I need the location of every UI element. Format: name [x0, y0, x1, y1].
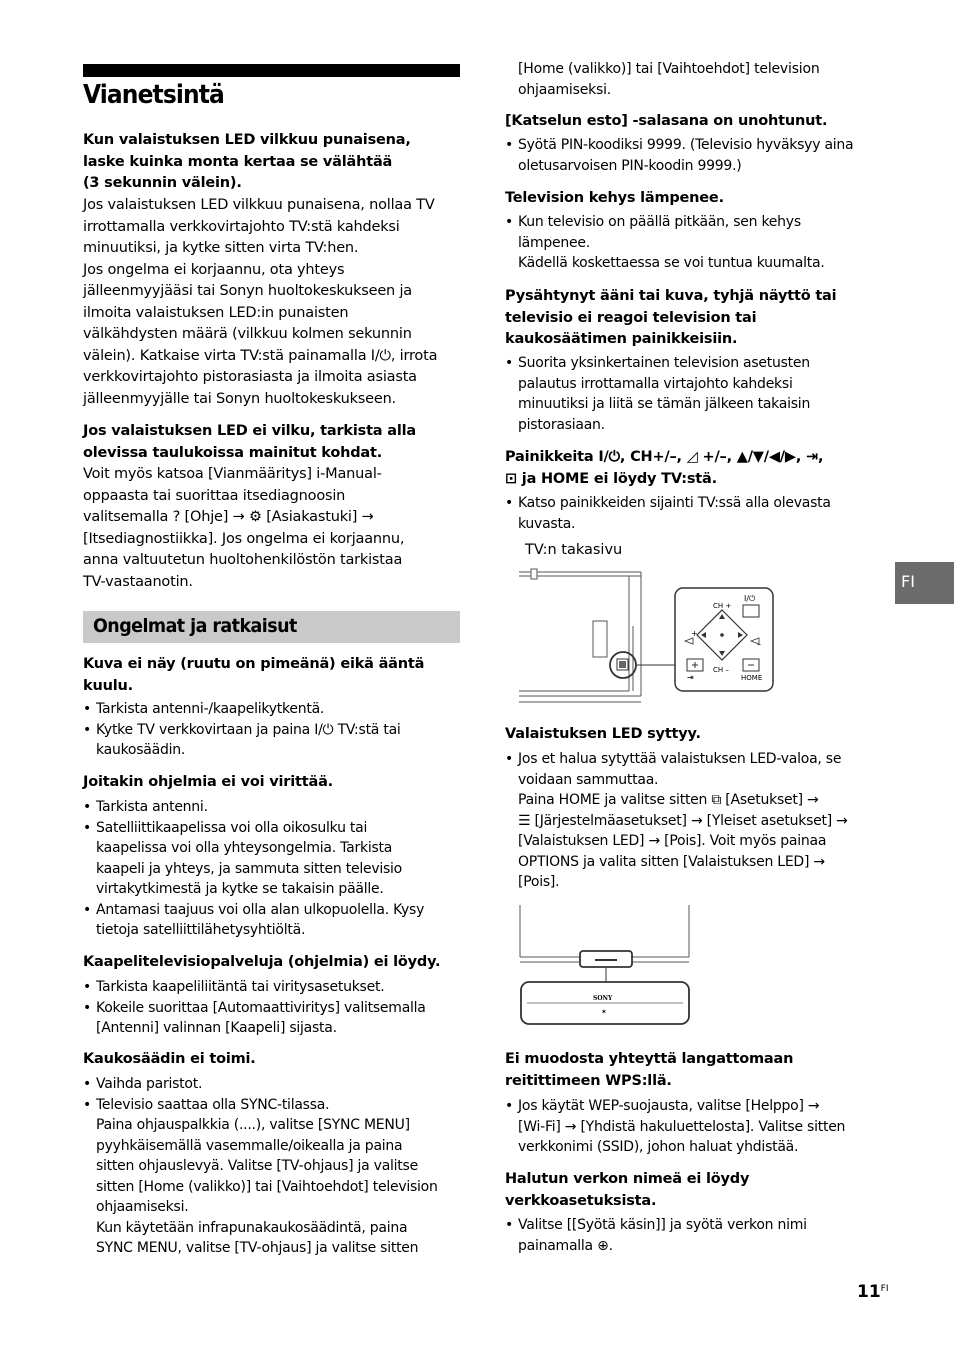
heading-parental-pin: [Katselun esto] -salasana on unohtunut. [505, 113, 828, 129]
title-rule [83, 64, 460, 77]
ch-minus-label: CH – [713, 666, 729, 674]
tv-front-led-figure [515, 902, 695, 1028]
heading-led-blinking: Kun valaistuksen LED vilkkuu punaisena, laske kuinka monta kertaa se välähtää (3 sekunnin välein). [83, 132, 411, 191]
list-item: • Jos et halua sytyttää valaistuksen LED-valoa, se voidaan sammuttaa. Paina HOME ja valitse sitten ⧉ [Asetukset] → ☰ [Järjestelmäasetukset] → [Yleiset asetukset] → [Valaistuksen LED] → [Pois]. Voit myös painaa OPTIONS ja valita sitten [Valaistuksen LED] → [Pois]. [505, 749, 885, 893]
heading-wps: Ei muodosta yhteyttä langattomaan reitittimeen WPS:llä. [505, 1051, 794, 1089]
list-frozen [505, 353, 885, 435]
svg-text:⇥: ⇥ [687, 673, 694, 682]
section-title-bar [83, 611, 460, 643]
paragraph-led-not-blinking: Voit myös katsoa [Vianmääritys] i-Manual- oppaasta tai suorittaa itsediagnoosin valitsemalla ? [Ohje] → ⚙ [Asiakastuki] → [Itsediagnostiikka]. Jos ongelma ei korjaannu, anna valtuutetun huoltohenkilöstön tarkistaa TV-vastaanotin. [83, 466, 405, 590]
heading-remote-not-working: Kaukosäädin ei toimi. [83, 1051, 256, 1067]
list-item: • Kokeile suorittaa [Automaattiviritys] valitsemalla [Antenni] valinnan [Kaapeli] sijasta. [83, 998, 463, 1039]
language-tab [895, 562, 954, 604]
heading-cannot-tune: Joitakin ohjelmia ei voi virittää. [83, 774, 333, 790]
list-item: • Kytke TV verkkovirtaan ja paina I/⏻ TV:stä tai kaukosäädin. [83, 720, 463, 761]
list-buttons-not-found [505, 493, 885, 534]
list-remote-not-working [83, 1074, 463, 1259]
list-item: • Valitse [[Syötä käsin]] ja syötä verkon nimi painamalla ⊕. [505, 1215, 885, 1256]
section-title: Ongelmat ja ratkaisut [93, 615, 297, 637]
list-item: • Suorita yksinkertainen television asetusten palautus irrottamalla virtajohto kahdeksi minuutiksi ja liitä se tämän jälkeen takaisin pistorasiaan. [505, 353, 885, 435]
page-title: Vianetsintä [83, 80, 224, 110]
heading-frame-warm: Television kehys lämpenee. [505, 190, 724, 206]
heading-frozen: Pysähtynyt ääni tai kuva, tyhjä näyttö tai televisio ei reagoi television tai kaukosäätimen painikkeisiin. [505, 288, 837, 347]
list-item: • Jos käytät WEP-suojausta, valitse [Helppo] → [Wi-Fi] → [Yhdistä hakuluettelosta]. Valitse sitten verkkonimi (SSID), johon haluat yhdistää. [505, 1096, 885, 1158]
language-tab-label: FI [901, 572, 915, 591]
list-item: • Tarkista kaapeliliitäntä tai viritysasetukset. [83, 977, 463, 998]
figure-caption: TV:n takasivu [525, 542, 623, 558]
heading-cable-services: Kaapelitelevisiopalveluja (ohjelmia) ei löydy. [83, 954, 441, 970]
ch-plus-label: CH + [713, 602, 732, 610]
list-frame-warm [505, 212, 885, 274]
continued-text: [Home (valikko)] tai [Vaihtoehdot] television ohjaamiseksi. [518, 61, 820, 98]
heading-buttons-not-found: Painikkeita I/⏻, CH+/–, ◿ +/–, ▲/▼/◀/▶, ⇥, ⊡ ja HOME ei löydy TV:stä. [505, 449, 824, 487]
sony-logo: SONY [593, 995, 613, 1002]
list-network-name [505, 1215, 885, 1256]
list-item: • Antamasi taajuus voi olla alan ulkopuolella. Kysy tietoja satelliittilähetysyhtiöltä. [83, 900, 463, 941]
list-led-lit [505, 749, 885, 893]
list-item: • Tarkista antenni. [83, 797, 463, 818]
list-item: • Katso painikkeiden sijainti TV:ssä alla olevasta kuvasta. [505, 493, 885, 534]
vol-plus-label: + [691, 629, 698, 638]
vol-minus-label: – [757, 640, 761, 649]
page-number: $11^{FI}$ [857, 1282, 889, 1302]
list-item: • Televisio saattaa olla SYNC-tilassa. Paina ohjauspalkkia (....), valitse [SYNC MENU] pyyhkäisemällä vasemmalle/oikealla ja paina sitten ohjauslevyä. Valitse [TV-ohjaus] ja valitse sitten [Home (valikko)] tai [Vaihtoehdot] television ohjaamiseksi. Kun käytetään infrapunakaukosäädintä, paina SYNC MENU, valitse [TV-ohjaus] ja valitse sitten [83, 1095, 463, 1259]
svg-text:✶: ✶ [601, 1008, 607, 1016]
power-label: I/⏻ [744, 594, 756, 603]
list-item: • Tarkista antenni-/kaapelikytkentä. [83, 699, 463, 720]
heading-led-not-blinking: Jos valaistuksen LED ei vilku, tarkista alla olevissa taulukoissa mainitut kohdat. [83, 423, 416, 461]
list-item: • Vaihda paristot. [83, 1074, 463, 1095]
list-parental-pin [505, 135, 885, 176]
tv-rear-figure [515, 566, 777, 706]
home-label: HOME [741, 674, 763, 682]
list-item: • Satelliittikaapelissa voi olla oikosulku tai kaapelissa voi olla yhteysongelmia. Tarkista kaapeli ja yhteys, ja sammuta sitten televisio virtakytkimestä ja kytke se takaisin päälle. [83, 818, 463, 900]
heading-no-picture: Kuva ei näy (ruutu on pimeänä) eikä ääntä kuulu. [83, 656, 425, 694]
list-wps [505, 1096, 885, 1158]
heading-led-lit: Valaistuksen LED syttyy. [505, 726, 701, 742]
paragraph-led-blinking: Jos valaistuksen LED vilkkuu punaisena, nollaa TV irrottamalla verkkovirtajohto TV:stä kahdeksi minuutiksi, ja kytke sitten virta TV:hen. Jos ongelma ei korjaannu, ota yhteys jälleenmyyjääsi tai Sonyn huoltokeskukseen ja ilmoita valaistuksen LED:in punaisten välkähdysten määrä (vilkkuu kolmen sekunnin välein). Katkaise virta TV:stä painamalla I/⏻, irrota verkkovirtajohto pistorasiasta ja ilmoita asiasta jälleenmyyjälle tai Sonyn huoltokeskukseen. [83, 197, 438, 407]
list-no-picture [83, 699, 463, 761]
list-item: • Kun televisio on päällä pitkään, sen kehys lämpenee. Kädellä koskettaessa se voi tuntua kuumalta. [505, 212, 885, 274]
list-cable-services [83, 977, 463, 1039]
list-cannot-tune [83, 797, 463, 941]
list-item: • Syötä PIN-koodiksi 9999. (Televisio hyväksyy aina oletusarvoisen PIN-koodin 9999.) [505, 135, 885, 176]
heading-network-name: Halutun verkon nimeä ei löydy verkkoasetuksista. [505, 1171, 750, 1209]
